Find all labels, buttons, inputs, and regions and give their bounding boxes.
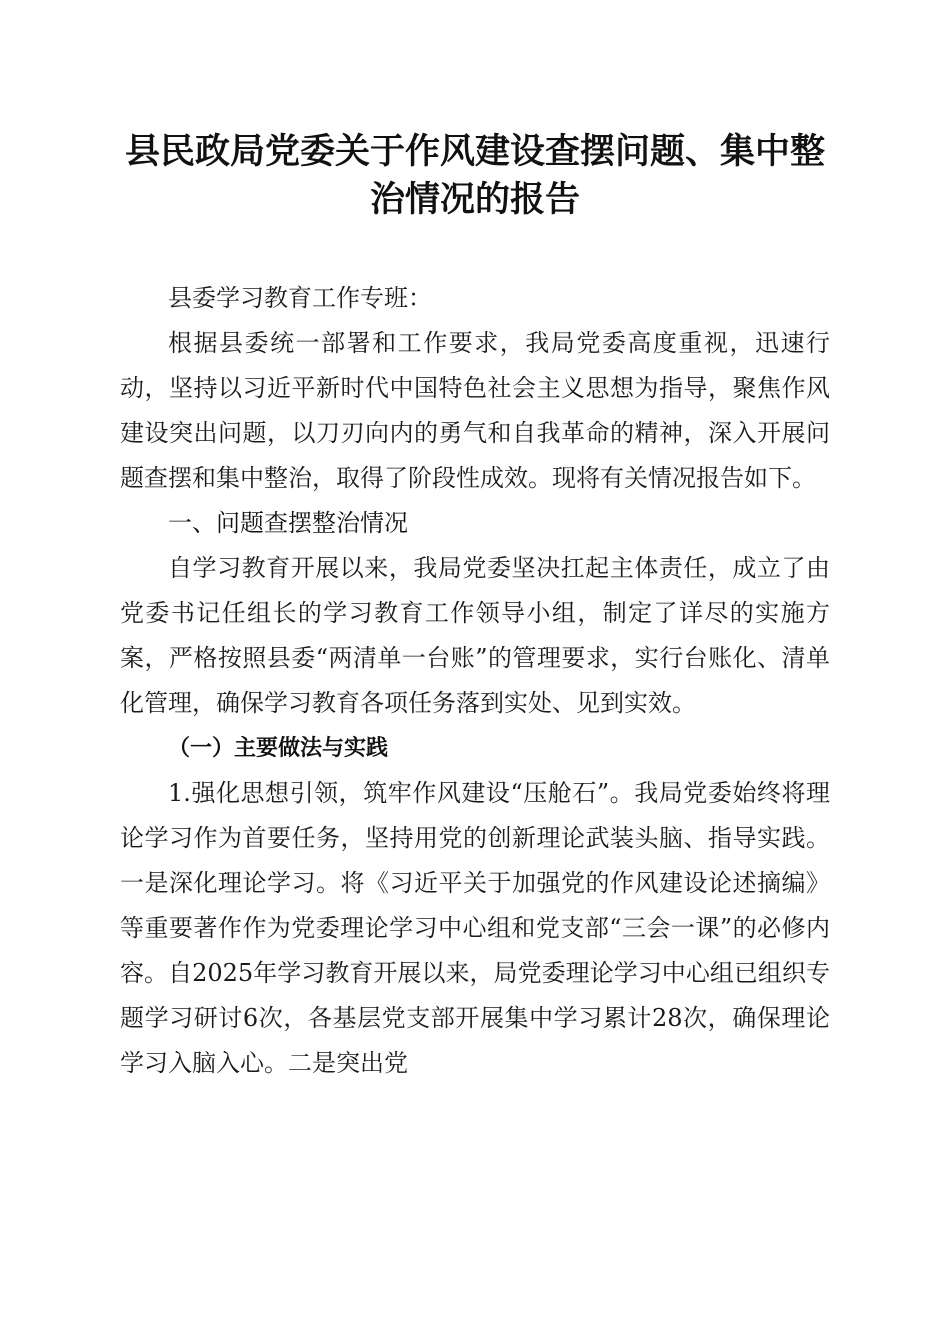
document-title: 县民政局党委关于作风建设查摆问题、集中整治情况的报告 bbox=[124, 131, 825, 220]
salutation: 县委学习教育工作专班： bbox=[168, 284, 432, 312]
document-content bbox=[120, 128, 830, 1086]
section-paragraph: 自学习教育开展以来，我局党委坚决扛起主体责任，成立了由党委书记任组长的学习教育工作领导小组，制定了详尽的实施方案，严格按照县委“两清单一台账”的管理要求，实行台账化、清单化管理，确保学习教育各项任务落到实处、见到实效。 bbox=[120, 554, 830, 717]
subsection-heading: （一）主要做法与实践 bbox=[168, 735, 389, 761]
section-heading: 一、问题查摆整治情况 bbox=[168, 509, 408, 537]
intro-paragraph: 根据县委统一部署和工作要求，我局党委高度重视，迅速行动，坚持以习近平新时代中国特色社会主义思想为指导，聚焦作风建设突出问题，以刀刃向内的勇气和自我革命的精神，深入开展问题查摆和集中整治，取得了阶段性成效。现将有关情况报告如下。 bbox=[120, 329, 830, 492]
item-paragraph: 1.强化思想引领，筑牢作风建设“压舱石”。我局党委始终将理论学习作为首要任务，坚持用党的创新理论武装头脑、指导实践。一是深化理论学习。将《习近平关于加强党的作风建设论述摘编》等重要著作作为党委理论学习中心组和党支部“三会一课”的必修内容。自2025年学习教育开展以来，局党委理论学习中心组已组织专题学习研讨6次，各基层党支部开展集中学习累计28次，确保理论学习入脑入心。二是突出党 bbox=[120, 779, 830, 1077]
